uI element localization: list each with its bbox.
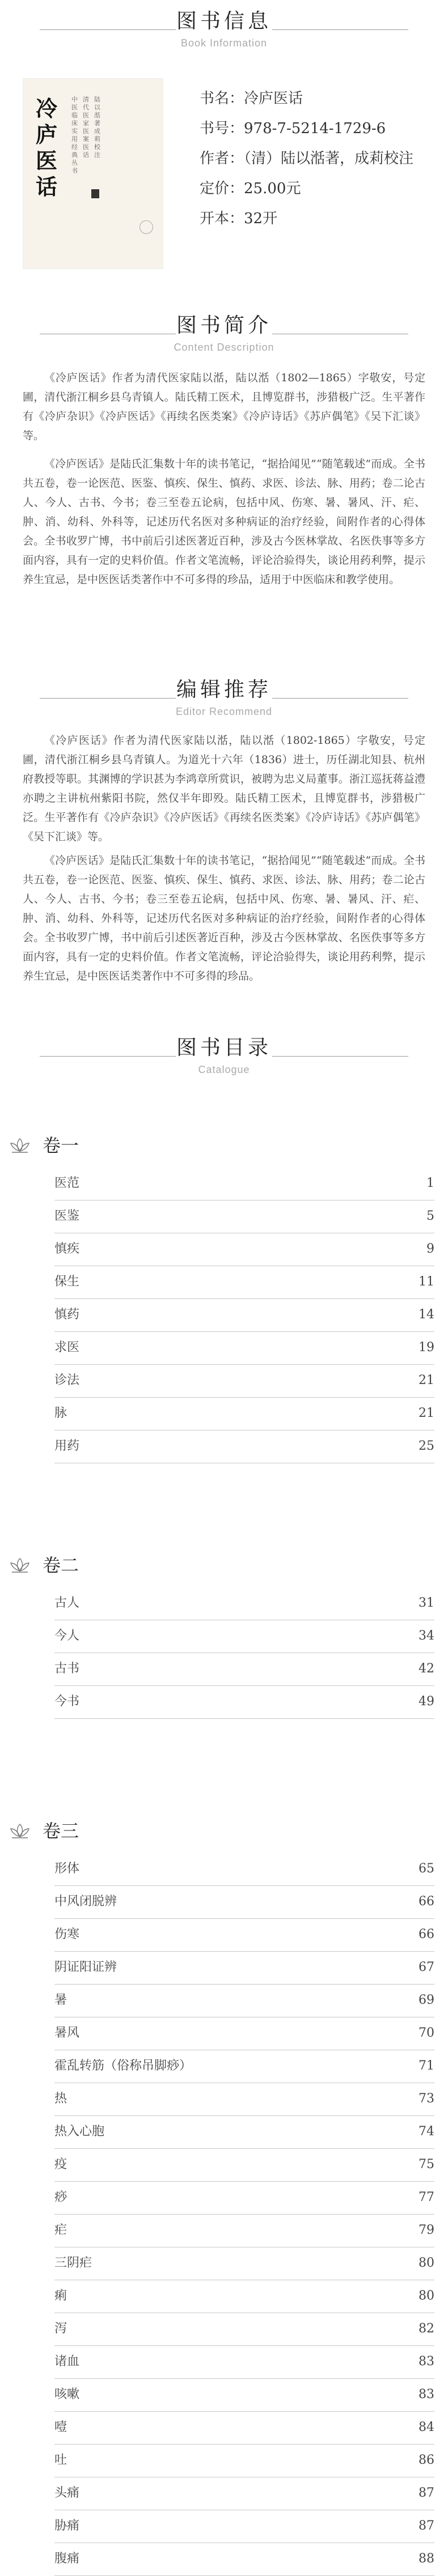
toc-entry-name: 暑 — [54, 1993, 67, 2007]
toc-row — [54, 2181, 434, 2215]
lotus-icon — [9, 1136, 31, 1153]
toc-row — [54, 1853, 434, 1886]
toc-row — [54, 2345, 434, 2379]
toc-entry-name: 伤寒 — [54, 1927, 80, 1941]
toc-row — [54, 2017, 434, 2050]
cover-text: 中医临床实用经典丛书 — [71, 96, 78, 174]
toc-page-number: 75 — [419, 2157, 434, 2171]
toc-page-number: 71 — [419, 2059, 434, 2073]
toc-entry-name: 今书 — [54, 1694, 80, 1709]
intro-title: 图书简介 — [176, 314, 272, 337]
toc-row — [54, 2083, 434, 2116]
toc-page-number: 84 — [419, 2420, 434, 2434]
info-author: 作者：（清）陆以湉著，成莉校注 — [200, 150, 414, 167]
toc-page-number: 19 — [419, 1340, 434, 1355]
toc-page-number: 66 — [419, 1927, 434, 1941]
toc-row — [54, 2411, 434, 2445]
toc-row — [54, 2510, 434, 2543]
toc-row — [54, 1951, 434, 1985]
toc-row — [54, 2214, 434, 2247]
toc-page-number: 34 — [419, 1629, 434, 1643]
toc-entry-name: 吐 — [54, 2453, 67, 2467]
catalogue-heading — [0, 1037, 448, 1075]
toc-row — [54, 1984, 434, 2017]
book-cover-image — [23, 78, 163, 269]
toc-entry-name: 热 — [54, 2092, 67, 2106]
toc-page-number: 83 — [419, 2387, 434, 2402]
cover-text: 清代医家医案医话 — [83, 96, 89, 159]
info-price: 定价：25.00元 — [200, 180, 301, 197]
intro-subtitle: Content Description — [174, 342, 274, 353]
toc-entry-name: 噎 — [54, 2420, 67, 2434]
toc-entry-name: 泻 — [54, 2322, 67, 2336]
toc-page-number: 87 — [419, 2486, 434, 2500]
toc-row — [54, 1331, 434, 1365]
toc-row — [54, 1233, 434, 1266]
toc-row — [54, 1200, 434, 1233]
editor-heading — [0, 679, 448, 717]
toc-entry-name: 古人 — [54, 1596, 80, 1610]
info-title: 书名：冷庐医话 — [200, 90, 303, 107]
toc-entry-name: 今人 — [54, 1629, 80, 1643]
toc-entry-name: 求医 — [54, 1340, 80, 1355]
toc-entry-name: 慎疾 — [54, 1242, 80, 1256]
toc-entry-name: 暑风 — [54, 2026, 80, 2040]
toc-entry-name: 保生 — [54, 1275, 80, 1289]
toc-entry-name: 疫 — [54, 2157, 67, 2171]
lotus-icon — [9, 1556, 31, 1573]
toc-row — [54, 1653, 434, 1686]
cover-title: 冷庐医话 — [36, 96, 58, 199]
toc-page-number: 86 — [419, 2453, 434, 2467]
editor-paragraph: 《冷庐医话》作者为清代医家陆以湉，陆以湉（1802-1865）字敬安，号定圃，清代浙江桐乡县乌青镇人。为道光十六年（1836）进士，历任湖北知县、杭州府教授等职。其渊博的学识甚为李鸿章所赏识，被聘为忠义局董事。浙江巡抚蒋益澧亦聘之主讲杭州紫阳书院，然仅半年即殁。陆氏精工医术，且博览群书，涉猎极广泛。生平著作有《冷庐杂识》《冷庐医话》《再续名医类案》《冷庐诗话》《苏庐偶笔》《吴下汇谈》等。 — [23, 734, 425, 843]
toc-entry-name: 中风闭脱辨 — [54, 1894, 117, 1909]
volume-name: 卷一 — [43, 1135, 79, 1156]
toc-page-number: 80 — [419, 2256, 434, 2270]
toc-page-number: 74 — [419, 2124, 434, 2139]
toc-row — [54, 2477, 434, 2510]
toc-entry-name: 诸血 — [54, 2354, 80, 2369]
toc-row — [54, 2247, 434, 2280]
editor-title: 编辑推荐 — [176, 678, 272, 701]
cover-text: 陆以湉著 成莉校注 — [94, 96, 100, 159]
toc-page-number: 21 — [419, 1373, 434, 1387]
toc-entry-name: 慎药 — [54, 1308, 80, 1322]
toc-entry-name: 医范 — [54, 1176, 80, 1190]
toc-page-number: 66 — [419, 1894, 434, 1909]
toc-row — [54, 2050, 434, 2083]
toc-page-number: 83 — [419, 2354, 434, 2369]
toc-row — [54, 2378, 434, 2412]
book-info-subtitle: Book Information — [180, 37, 268, 49]
toc-entry-name: 霍乱转筋（俗称吊脚痧） — [54, 2059, 192, 2073]
toc-page-number: 80 — [419, 2289, 434, 2303]
toc-row — [54, 1885, 434, 1919]
catalogue-subtitle: Catalogue — [198, 1064, 250, 1075]
toc-entry-name: 医鉴 — [54, 1209, 80, 1223]
toc-row — [54, 1167, 434, 1200]
toc-entry-name: 形体 — [54, 1862, 80, 1876]
toc-page-number: 42 — [419, 1662, 434, 1676]
toc-row — [54, 1587, 434, 1620]
toc-row — [54, 2543, 434, 2576]
toc-entry-name: 热入心胞 — [54, 2124, 105, 2139]
toc-row — [54, 1266, 434, 1299]
cover-seal — [91, 189, 99, 198]
intro-paragraph: 《冷庐医话》是陆氏汇集数十年的读书笔记，“据拾闻见”“随笔载述”而成。全书共五卷，卷一论医范、医鉴、慎疾、保生、慎药、求医、诊法、脉、用药；卷二论古人、今人、古书、今书；卷三至卷五论病，包括中风、伤寒、暑、暑风、汗、疟、肿、消、幼科、外科等，记述历代名医对多种病证的治疗经验，间附作者的心得体会。全书收罗广博，书中前后引述医著近百种，涉及古今医林掌故、名医佚事等多方面内容，具有一定的史料价值。作者文笔流畅，评论洽验得失，谈论用药利弊，提示养生宜忌，是中医医话类著作中不可多得的珍品，适用于中医临床和教学使用。 — [23, 458, 425, 586]
toc-entry-name: 古书 — [54, 1662, 80, 1676]
toc-page-number: 9 — [426, 1242, 434, 1256]
toc-page-number: 82 — [419, 2322, 434, 2336]
toc-page-number: 21 — [419, 1406, 434, 1420]
toc-row — [54, 2313, 434, 2346]
toc-row — [54, 2115, 434, 2149]
toc-row — [54, 1364, 434, 1398]
toc-entry-name: 阴证阳证辨 — [54, 1960, 117, 1974]
info-isbn: 书号：978-7-5214-1729-6 — [200, 120, 386, 137]
toc-entry-name: 疟 — [54, 2223, 67, 2237]
toc-row — [54, 1918, 434, 1952]
toc-page-number: 65 — [419, 1862, 434, 1876]
intro-paragraph: 《冷庐医话》作者为清代医家陆以湉，陆以湉（1802—1865）字敬安，号定圃，清代浙江桐乡县乌青镇人。陆氏精工医术，且博览群书，涉猎极广泛。生平著作有《冷庐杂识》《冷庐医话》《再续名医类案》《冷庐诗话》《苏庐偶笔》《吴下汇谈》等。 — [23, 372, 425, 442]
lotus-icon — [9, 1822, 31, 1839]
catalogue-title: 图书目录 — [176, 1036, 272, 1059]
toc-page-number: 77 — [419, 2190, 434, 2204]
toc-page-number: 79 — [419, 2223, 434, 2237]
toc-entry-name: 头痛 — [54, 2486, 80, 2500]
toc-row — [54, 1397, 434, 1430]
toc-row — [54, 1620, 434, 1653]
toc-page-number: 88 — [419, 2552, 434, 2566]
toc-entry-name: 腹痛 — [54, 2552, 80, 2566]
volume-name: 卷二 — [43, 1555, 79, 1576]
toc-entry-name: 胁痛 — [54, 2519, 80, 2533]
toc-page-number: 87 — [419, 2519, 434, 2533]
toc-entry-name: 用药 — [54, 1439, 80, 1453]
toc-entry-name: 痧 — [54, 2190, 67, 2204]
toc-row — [54, 1430, 434, 1463]
toc-row — [54, 1298, 434, 1332]
toc-row — [54, 2148, 434, 2182]
toc-page-number: 67 — [419, 1960, 434, 1974]
toc-page-number: 1 — [426, 1176, 434, 1190]
toc-entry-name: 痢 — [54, 2289, 67, 2303]
publisher-logo — [140, 220, 153, 234]
toc-entry-name: 三阴疟 — [54, 2256, 92, 2270]
intro-heading — [0, 314, 448, 353]
toc-page-number: 49 — [419, 1694, 434, 1709]
toc-entry-name: 诊法 — [54, 1373, 80, 1387]
info-format: 开本：32开 — [200, 210, 278, 227]
toc-page-number: 14 — [419, 1308, 434, 1322]
toc-page-number: 31 — [419, 1596, 434, 1610]
toc-row — [54, 1685, 434, 1719]
book-info-heading — [0, 10, 448, 49]
toc-page-number: 5 — [426, 1209, 434, 1223]
editor-subtitle: Editor Recommend — [175, 706, 273, 717]
toc-row — [54, 2280, 434, 2313]
toc-page-number: 25 — [419, 1439, 434, 1453]
toc-page-number: 73 — [419, 2092, 434, 2106]
volume-name: 卷三 — [43, 1820, 79, 1842]
toc-entry-name: 咳嗽 — [54, 2387, 80, 2402]
toc-page-number: 11 — [419, 1275, 434, 1289]
toc-row — [54, 2444, 434, 2477]
editor-paragraph: 《冷庐医话》是陆氏汇集数十年的读书笔记，“据拾闻见”“随笔载述”而成。全书共五卷，卷一论医范、医鉴、慎疾、保生、慎药、求医、诊法、脉、用药；卷二论古人、今人、古书、今书；卷三至卷五论病，包括中风、伤寒、暑、暑风、汗、疟、肿、消、幼科、外科等，记述历代名医对多种病证的治疗经验，间附作者的心得体会。全书收罗广博，书中前后引述医著近百种，涉及古今医林掌故、名医佚事等多方面内容，具有一定的史料价值。作者文笔流畅，评论洽验得失，谈论用药利弊，提示养生宜忌，是中医医话类著作中不可多得的珍品。 — [23, 854, 425, 982]
toc-entry-name: 脉 — [54, 1406, 67, 1420]
toc-page-number: 70 — [419, 2026, 434, 2040]
toc-page-number: 69 — [419, 1993, 434, 2007]
book-info-title: 图书信息 — [176, 10, 272, 33]
